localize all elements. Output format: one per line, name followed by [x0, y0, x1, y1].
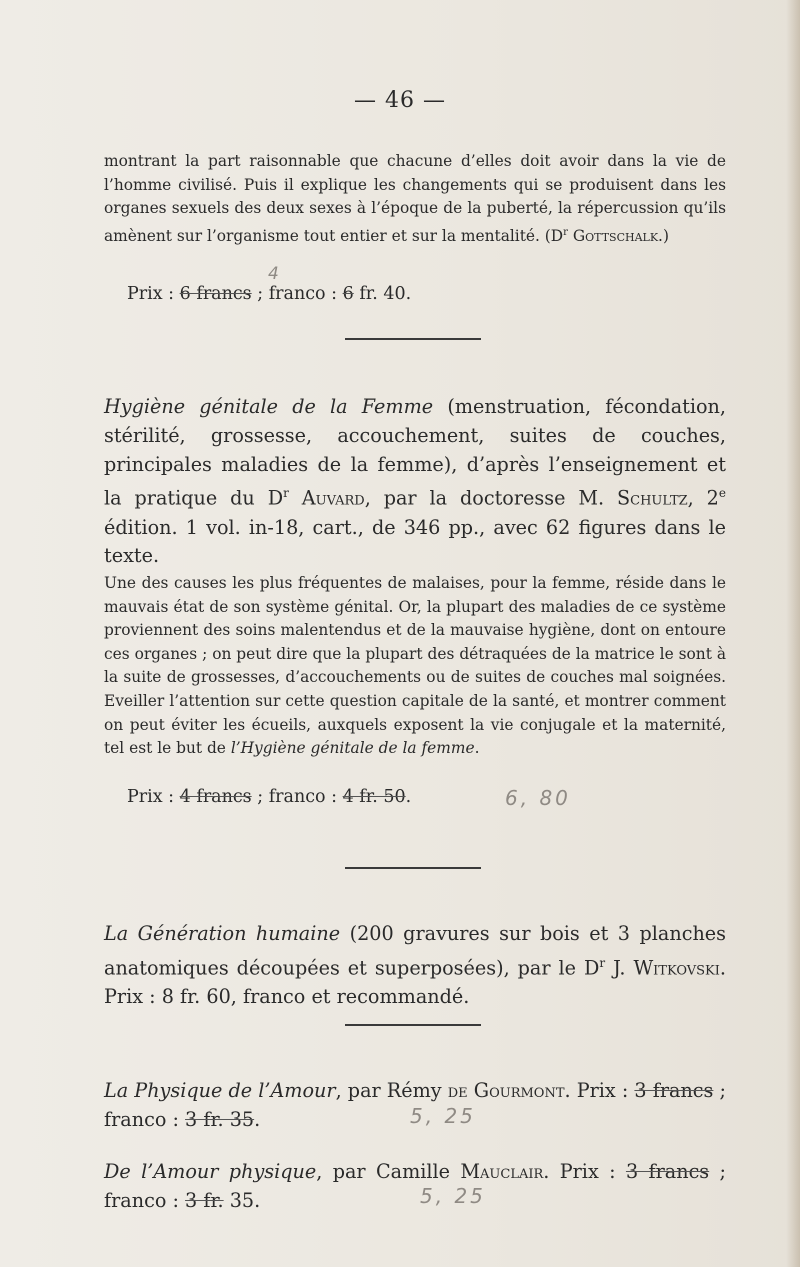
entry1-price-mid: ; franco :: [251, 284, 343, 304]
entry5-title: De l’Amour physique: [104, 1160, 317, 1183]
entry2-author: Auvard: [288, 486, 365, 510]
entry2-price-label: Prix :: [127, 787, 180, 807]
separator-rule-2: [345, 867, 481, 869]
entry2-desc: Une des causes les plus fréquentes de malaises, pour la femme, réside dans le mauvais état de son système génital. Or, la plupart des maladies de ce système proviennent des soins malentendus et de la mauvaise hygiène, dont on entoure ces organes ; on peut dire que la plupart des détraquées de la matrice le sont à la suite de grossesses, d’accouchements ou de suites de couches mal soignées. Eveiller l’attention sur cette question capitale de la santé, et montrer comment on peut éviter les écueils, auxquels exposent la vie conjugale et la maternité, tel est le but de: [104, 574, 726, 758]
entry1-doctor-sup: r: [563, 226, 568, 238]
separator-rule-1: [345, 338, 481, 340]
entry3-text-a: (200 gravures sur bois et 3 planches anatomiques découpées et superposées), par le D: [104, 922, 727, 980]
page-number: — 46 —: [354, 88, 446, 113]
entry4-price-struck2: 3 fr. 35: [185, 1107, 255, 1131]
entry2-description: [104, 572, 726, 761]
entry-amour-physique: [104, 1158, 726, 1216]
entry5-pencil-annotation: 5, 25: [420, 1184, 486, 1208]
entry5-text-a: , par Camille: [316, 1160, 461, 1183]
entry1-price-end: fr. 40.: [353, 284, 412, 304]
entry2-edition-sup: e: [718, 486, 727, 501]
entry2-author2: Schultz: [617, 486, 688, 510]
entry3-doctor-sup: r: [599, 955, 606, 970]
entry2-price-struck: 4 francs: [179, 787, 252, 807]
entry2-price: [127, 787, 411, 807]
entry5-price-mid: ; franco :: [104, 1160, 726, 1212]
entry4-price-struck: 3 francs: [634, 1079, 714, 1102]
entry-generation-humaine: [104, 920, 726, 1012]
separator-rule-3: [345, 1024, 481, 1026]
entry-hygiene-genitale: [104, 393, 726, 571]
entry2-price-end: .: [405, 787, 412, 807]
entry1-author: Gottschalk: [572, 226, 659, 245]
entry4-price-end: .: [254, 1107, 261, 1131]
entry3-text-c: . Prix : 8 fr. 60, franco et recommandé.: [104, 956, 727, 1008]
entry1-price-struck2: 6: [342, 284, 354, 304]
entry4-title: La Physique de l’Amour: [104, 1079, 336, 1102]
entry-gottschalk-description: [104, 150, 726, 249]
entry5-price-struck2: 3 fr.: [185, 1188, 224, 1212]
entry3-title: La Génération humaine: [104, 922, 341, 945]
entry2-desc-title: l’Hygiène génitale de la femme: [230, 739, 475, 758]
entry4-author: de Gourmont: [447, 1079, 565, 1102]
page-edge-shadow: [786, 0, 800, 1267]
entry4-text-a: , par Rémy: [335, 1079, 448, 1102]
entry2-doctor-sup: r: [283, 486, 289, 501]
entry5-text-b: . Prix :: [543, 1160, 626, 1183]
entry2-text-b: , par la doctoresse M.: [364, 486, 617, 510]
entry1-pencil-annotation: 4: [268, 264, 282, 284]
entry2-title: Hygiène génitale de la Femme: [104, 395, 434, 418]
entry2-pencil-annotation: 6, 80: [505, 786, 571, 810]
entry1-text-end: .): [658, 226, 669, 245]
entry1-price: [127, 284, 411, 304]
entry2-text-a: (menstruation, fécondation, stérilité, grossesse, accouchement, suites de couches, principales maladies de la femme), d’après l’enseignement et la pratique du D: [104, 395, 726, 510]
entry1-price-label: Prix :: [127, 284, 180, 304]
entry4-text-b: . Prix :: [564, 1079, 635, 1102]
entry3-author: Witkovski: [633, 956, 720, 980]
entry2-text-c: , 2: [687, 486, 719, 510]
entry1-price-struck: 6 francs: [179, 284, 252, 304]
entry4-price-mid: ; franco :: [104, 1079, 726, 1131]
entry2-price-struck2: 4 fr. 50: [342, 787, 406, 807]
entry4-pencil-annotation: 5, 25: [410, 1104, 476, 1128]
entry2-text-d: édition. 1 vol. in-18, cart., de 346 pp., avec 62 figures dans le texte.: [104, 515, 726, 568]
entry2-desc-end: .: [474, 739, 480, 758]
entry3-text-b: J.: [605, 956, 634, 980]
entry5-author: Mauclair: [460, 1160, 544, 1183]
entry5-price-end: 35.: [223, 1188, 261, 1212]
entry1-text: montrant la part raisonnable que chacune d’elles doit avoir dans la vie de l’homme civilisé. Puis il explique les changements qui se produisent dans les organes sexuels des deux sexes à l’époque de la puberté, la répercussion qu’ils amènent sur l’organisme tout entier et sur la mentalité. (D: [104, 152, 726, 245]
entry2-price-mid: ; franco :: [251, 787, 343, 807]
entry5-price-struck: 3 francs: [625, 1160, 710, 1183]
